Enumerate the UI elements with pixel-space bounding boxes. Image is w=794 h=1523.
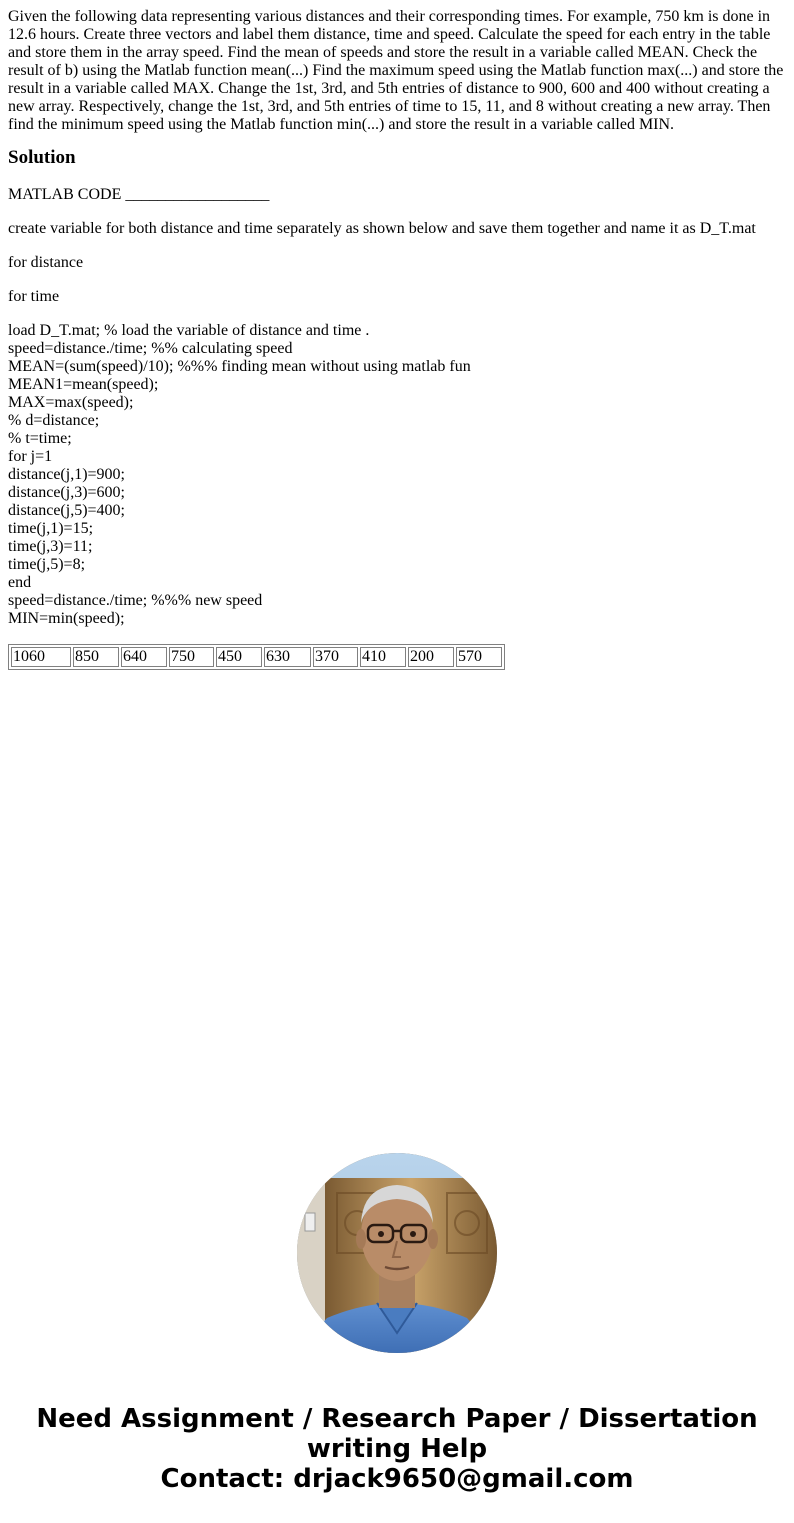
table-cell: 410 (360, 647, 406, 667)
author-photo-icon (297, 1153, 497, 1353)
footer-banner (0, 1404, 794, 1494)
table-cell: 200 (408, 647, 454, 667)
footer-line-1: Need Assignment / Research Paper / Dissertation (36, 1404, 758, 1434)
code-line: load D_T.mat; % load the variable of distance and time . (8, 322, 370, 339)
values-table (8, 644, 505, 670)
code-line: distance(j,3)=600; (8, 484, 125, 501)
footer-line-2: writing Help (306, 1434, 488, 1464)
table-cell: 630 (264, 647, 311, 667)
code-line: speed=distance./time; %%% new speed (8, 592, 263, 609)
code-line: for j=1 (8, 448, 53, 465)
code-line: % d=distance; (8, 412, 100, 429)
table-cell: 450 (216, 647, 262, 667)
code-line: % t=time; (8, 430, 72, 447)
table-cell: 1060 (11, 647, 71, 667)
footer-contact: Contact: drjack9650@gmail.com (160, 1464, 634, 1494)
code-line: MIN=min(speed); (8, 610, 125, 627)
table-cell: 640 (121, 647, 167, 667)
code-line: MEAN=(sum(speed)/10); %%% finding mean without using matlab fun (8, 358, 471, 375)
matlab-code-block (8, 322, 786, 628)
code-line: time(j,3)=11; (8, 538, 93, 555)
for-time-label: for time (8, 288, 60, 305)
code-line: time(j,1)=15; (8, 520, 94, 537)
code-line: time(j,5)=8; (8, 556, 86, 573)
document-content (8, 8, 786, 670)
code-line: distance(j,5)=400; (8, 502, 125, 519)
code-line: end (8, 574, 32, 591)
code-line: MAX=max(speed); (8, 394, 134, 411)
code-line: MEAN1=mean(speed); (8, 376, 159, 393)
code-line: speed=distance./time; %% calculating speed (8, 340, 293, 357)
table-cell: 570 (456, 647, 502, 667)
question-text: Given the following data representing various distances and their corresponding times. For example, 750 km is done in 12.6 hours. Create three vectors and label them distance, time and speed. Calculate the speed for each entry in the table and store them in the array speed. Find the mean of speeds and store the result in a variable called MEAN. Check the result of b) using the Matlab function mean(...) Find the maximum speed using the Matlab function max(...) and store the result in a variable called MAX. Change the 1st, 3rd, and 5th entries of distance to 900, 600 and 400 without creating a new array. Respectively, change the 1st, 3rd, and 5th entries of time to 15, 11, and 8 without creating a new array. Then find the minimum speed using the Matlab function min(...) and store the result in a variable called MIN. (8, 8, 784, 133)
table-cell: 750 (169, 647, 214, 667)
table-cell: 850 (73, 647, 119, 667)
matlab-code-label: MATLAB CODE __________________ (8, 186, 270, 203)
for-distance-label: for distance (8, 254, 84, 271)
code-line: distance(j,1)=900; (8, 466, 125, 483)
author-photo (297, 1153, 497, 1353)
table-row (11, 647, 502, 667)
instruction-text: create variable for both distance and time separately as shown below and save them together and name it as D_T.mat (8, 220, 756, 237)
table-cell: 370 (313, 647, 358, 667)
solution-heading: Solution (8, 147, 76, 168)
